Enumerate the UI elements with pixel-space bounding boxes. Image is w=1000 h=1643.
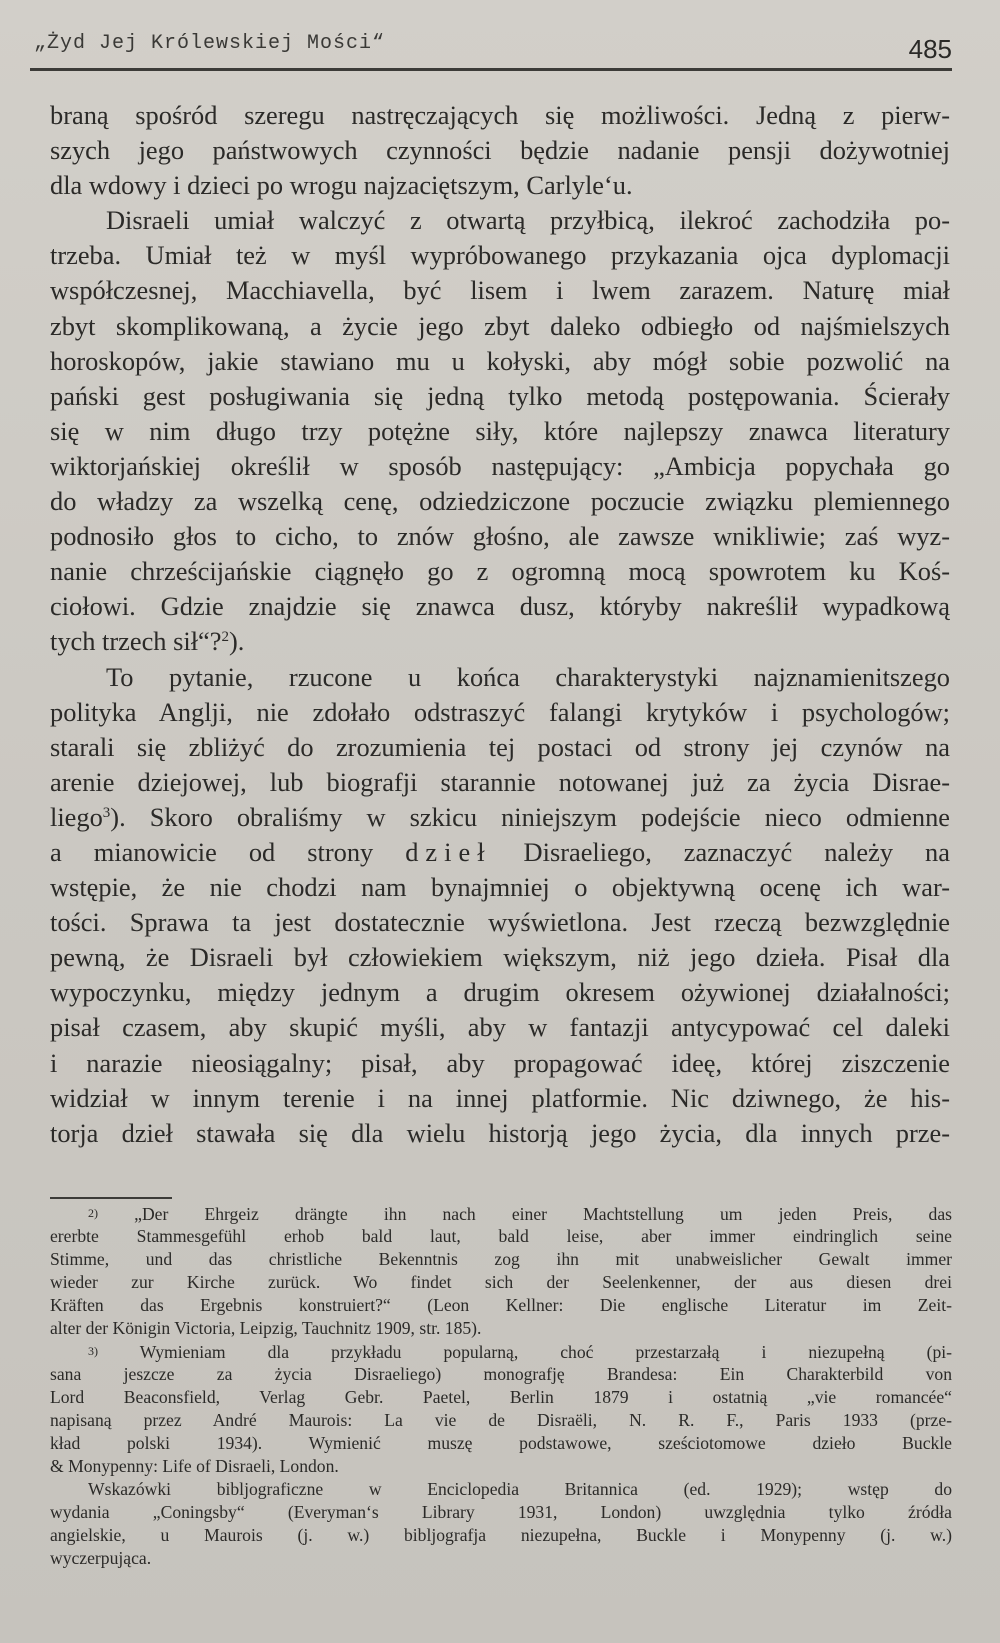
footnote-line: wyczerpująca. (50, 1548, 152, 1568)
footnote-line: & Monypenny: Life of Disraeli, London. (50, 1456, 339, 1476)
text-line: torja dzieł stawała się dla wielu historją jego życia, dla innych prze- (50, 1117, 950, 1148)
text-line: ciołowi. Gdzie znajdzie się znawca dusz, któryby nakreślił wypadkową (50, 591, 950, 622)
text-line: współczesnej, Macchiavella, być lisem i lwem zarazem. Naturę miał (50, 275, 950, 306)
text-line: starali się zbliżyć do zrozumienia tej postaci od strony jej czynów na (50, 731, 950, 762)
text-fragment: ). Skoro obraliśmy w szkicu niniejszym podejście nieco odmienne (110, 801, 950, 832)
text-line (50, 800, 950, 835)
text-fragment: tych trzech sił“? (50, 626, 222, 657)
text-fragment: Wymieniam dla przykładu popularną, choć przestarzałą i niezupełną (pi- (139, 1342, 952, 1362)
footnote-line: Kräften das Ergebnis konstruiert?“ (Leon Kellner: Die englische Literatur im Zeit- (50, 1295, 952, 1315)
footnote-line: wieder zur Kirche zurück. Wo findet sich der Seelenkenner, der aus diesen drei (50, 1272, 952, 1292)
text-line: arenie dziejowej, lub biografji starannie notowanej już za życia Disrae- (50, 766, 950, 797)
footnote-line: Lord Beaconsfield, Verlag Gebr. Paetel, Berlin 1879 i ostatnią „vie romancée“ (50, 1387, 952, 1407)
text-line: To pytanie, rzucone u końca charakterystyki najznamienitszego (106, 661, 950, 692)
running-title: „Żyd Jej Królewskiej Mości“ (34, 32, 386, 55)
text-line: tości. Sprawa ta jest dostatecznie wyświetlona. Jest rzeczą bezwzględnie (50, 907, 950, 938)
text-line: szych jego państwowych czynności będzie nadanie pensji dożywotniej (50, 135, 950, 166)
text-fragment: „Der Ehrgeiz drängte ihn nach einer Machtstellung um jeden Preis, das (134, 1204, 952, 1224)
text-line: horoskopów, jakie stawiano mu u kołyski, aby mógł sobie pozwolić na (50, 345, 950, 376)
header-rule (30, 68, 952, 71)
footnote-line: kład polski 1934). Wymienić muszę podstawowe, sześciotomowe dzieło Buckle (50, 1433, 952, 1453)
text-line (50, 624, 950, 659)
text-line: do władzy za wszelką cenę, odziedziczone poczucie związku plemiennego (50, 486, 950, 517)
page-header (30, 24, 952, 68)
text-line: i narazie nieosiągalny; pisał, aby propagować ideę, której ziszczenie (50, 1047, 950, 1078)
spaced-emphasis: dzieł (405, 836, 492, 867)
text-line: braną spośród szeregu nastręczających się możliwości. Jedną z pierw- (50, 100, 950, 130)
text-line (50, 835, 950, 870)
text-fragment: liego (50, 801, 103, 832)
text-line: pewną, że Disraeli był człowiekiem większym, niż jego dzieła. Pisał dla (50, 942, 950, 973)
text-line: wiktorjańskiej określił w sposób następujący: „Ambicja popychała go (50, 450, 950, 481)
footnote-mark: 2) (88, 1206, 98, 1220)
text-line: wstępie, że nie chodzi nam bynajmniej o objektywną ocenę ich war- (50, 872, 950, 903)
text-line: polityka Anglji, nie zdołało odstraszyć falangi krytyków i psychologów; (50, 696, 950, 727)
footnote-mark: 3) (88, 1344, 98, 1358)
page-number: 485 (908, 34, 952, 64)
text-line: trzeba. Umiał też w myśl wypróbowanego przykazania ojca dyplomacji (50, 240, 950, 271)
text-fragment: a mianowicie od strony (50, 836, 374, 867)
text-fragment: Disraeliego, zaznaczyć należy na (523, 836, 950, 867)
body-text (50, 98, 950, 1151)
text-line: podnosiło głos to cicho, to znów głośno, ale zawsze wnikliwie; zaś wyz- (50, 521, 950, 552)
footnote-line: sana jeszcze za życia Disraeliego) monografję Brandesa: Ein Charakterbild von (50, 1364, 952, 1384)
text-line: pisał czasem, aby skupić myśli, aby w fantazji antycypować cel daleki (50, 1012, 950, 1043)
text-line: zbyt skomplikowaną, a życie jego zbyt daleko odbiegło od najśmielszych (50, 310, 950, 341)
text-line: pański gest posługiwania się jedną tylko metodą postępowania. Ścierały (50, 380, 950, 411)
footnote-line (50, 1340, 952, 1363)
text-line: widział w innym terenie i na innej platformie. Nic dziwnego, że his- (50, 1082, 950, 1113)
text-fragment: ). (228, 626, 245, 657)
footnote-line (50, 1202, 952, 1225)
footnotes (50, 1202, 952, 1570)
footnote-line: Stimme, und das christliche Bekenntnis zog ihn mit unabweislicher Gewalt immer (50, 1249, 952, 1269)
text-line: dla wdowy i dzieci po wrogu najzaciętszym, Carlyle‘u. (50, 170, 633, 201)
text-line: wypoczynku, między jednym a drugim okresem ożywionej działalności; (50, 977, 950, 1008)
footnote-line: angielskie, u Maurois (j. w.) bibljografja niezupełna, Buckle i Monypenny (j. w.) (50, 1525, 952, 1545)
footnote-line: ererbte Stammesgefühl erhob bald laut, bald leise, aber immer eindringlich seine (50, 1226, 952, 1246)
text-line: się w nim długo trzy potężne siły, które najlepszy znawca literatury (50, 415, 950, 446)
footnote-line: napisaną przez André Maurois: La vie de Disraëli, N. R. F., Paris 1933 (prze- (50, 1410, 952, 1430)
footnote-line: Wskazówki bibljograficzne w Enciclopedia Britannica (ed. 1929); wstęp do (88, 1479, 952, 1499)
text-line: Disraeli umiał walczyć z otwartą przyłbicą, ilekroć zachodziła po- (106, 205, 950, 236)
footnote-line: alter der Königin Victoria, Leipzig, Tauchnitz 1909, str. 185). (50, 1318, 482, 1338)
footnote-ref: 2 (221, 629, 229, 646)
footnote-line: wydania „Coningsby“ (Everyman‘s Library 1931, London) uwzględnia tylko źródła (50, 1502, 952, 1522)
footnote-ref: 3 (102, 804, 111, 821)
footnote-rule (50, 1197, 172, 1199)
text-line: nanie chrześcijańskie ciągnęło go z ogromną mocą spowrotem ku Koś- (50, 556, 950, 587)
